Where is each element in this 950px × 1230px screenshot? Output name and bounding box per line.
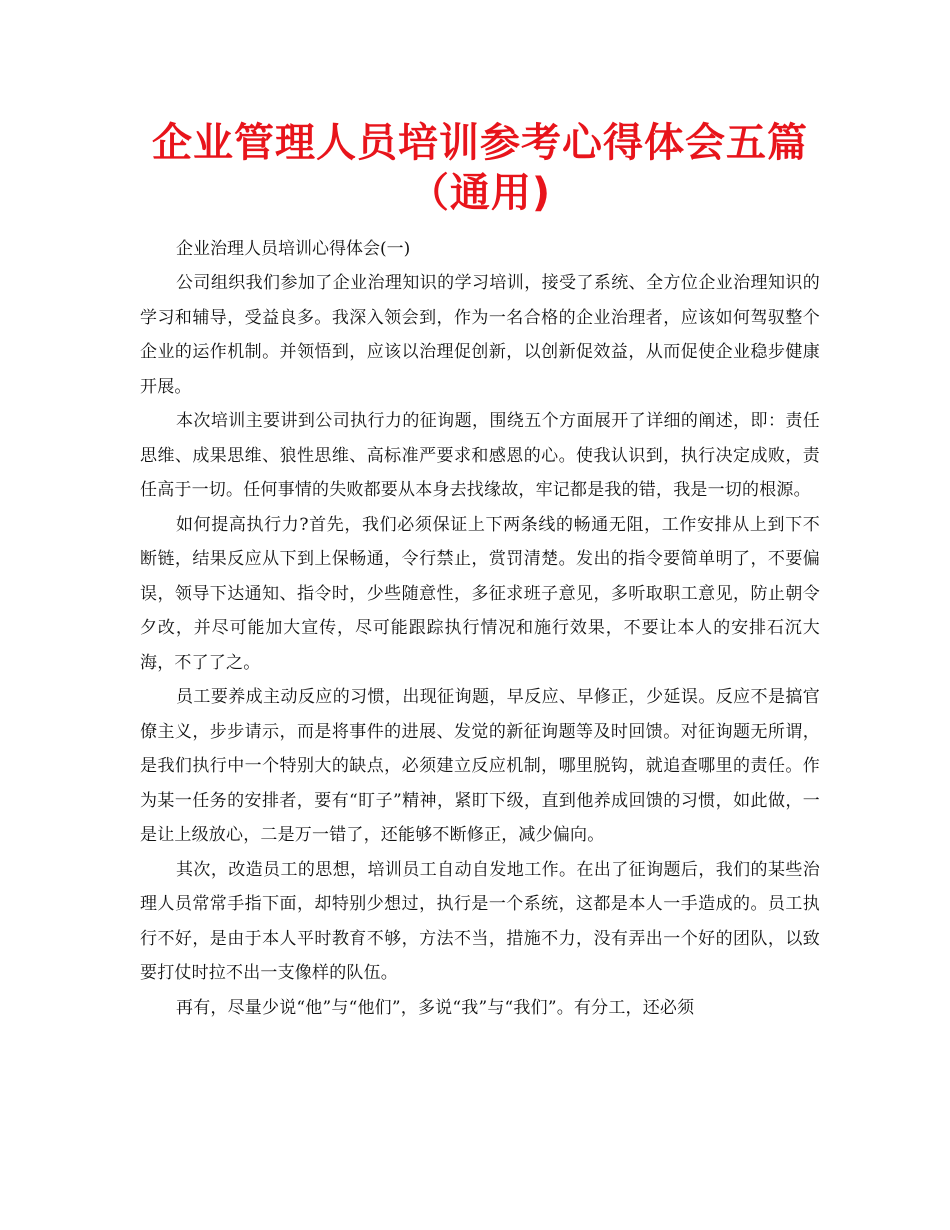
- paragraph-3: 如何提高执行力?首先，我们必须保证上下两条线的畅通无阻，工作安排从上到下不断链，结果反应从下到上保畅通，令行禁止，赏罚清楚。发出的指令要简单明了，不要偏误，领导下达通知、指令时，少些随意性，多征求班子意见，多听取职工意见，防止朝令夕改，并尽可能加大宣传，尽可能跟踪执行情况和施行效果，不要让本人的安排石沉大海，不了了之。: [140, 514, 820, 673]
- paragraph-6: 再有，尽量少说“他”与“他们”，多说“我”与“我们”。有分工，还必须: [176, 997, 695, 1018]
- section-heading: 企业治理人员培训心得体会(一): [176, 239, 411, 259]
- paragraph-2: 本次培训主要讲到公司执行力的征询题，围绕五个方面展开了详细的阐述，即：责任思维、成果思维、狼性思维、高标准严要求和感恩的心。使我认识到，执行决定成败，责任高于一切。任何事情的失败都要从本身去找缘故，牢记都是我的错，我是一切的根源。: [140, 411, 820, 500]
- paragraph-1: 公司组织我们参加了企业治理知识的学习培训，接受了系统、全方位企业治理知识的学习和辅导，受益良多。我深入领会到，作为一名合格的企业治理者，应该如何驾驭整个企业的运作机制。并领悟到，应该以治理促创新，以创新促效益，从而促使企业稳步健康开展。: [140, 273, 820, 397]
- paragraph-5: 其次，改造员工的思想，培训员工自动自发地工作。在出了征询题后，我们的某些治理人员常常手指下面，却特别少想过，执行是一个系统，这都是本人一手造成的。员工执行不好，是由于本人平时教育不够，方法不当，措施不力，没有弄出一个好的团队，以致要打仗时拉不出一支像样的队伍。: [140, 859, 820, 983]
- document-page: [140, 118, 820, 1025]
- paragraph-4: 员工要养成主动反应的习惯，出现征询题，早反应、早修正，少延误。反应不是搞官僚主义，步步请示，而是将事件的进展、发觉的新征询题等及时回馈。对征询题无所谓，是我们执行中一个特别大的缺点，必须建立反应机制，哪里脱钩，就追查哪里的责任。作为某一任务的安排者，要有“盯子”精神，紧盯下级，直到他养成回馈的习惯，如此做，一是让上级放心，二是万一错了，还能够不断修正，减少偏向。: [140, 687, 820, 845]
- document-title: 企业管理人员培训参考心得体会五篇（通用): [152, 120, 808, 216]
